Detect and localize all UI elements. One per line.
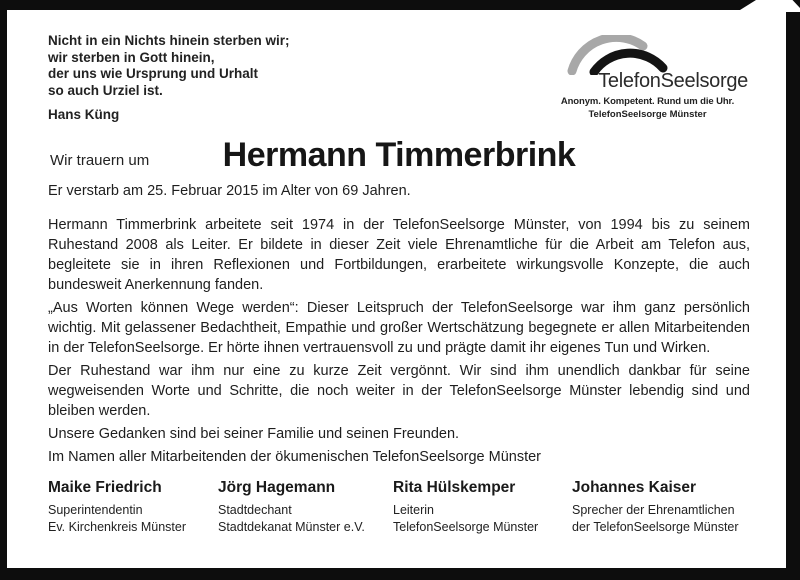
signatory-role: Leiterin [393,503,434,517]
memorial-quote [48,33,290,124]
signatory [48,479,218,536]
signatory [218,479,393,536]
frame-border-top [0,0,756,10]
frame-border-right [786,12,800,580]
signatories [48,479,750,536]
quote-line: Nicht in ein Nichts hinein sterben wir; [48,33,290,48]
signatory-org: der TelefonSeelsorge Münster [572,520,739,534]
logo-wordmark: TelefonSeelsorge [598,70,748,92]
deceased-name: Hermann Timmerbrink [222,136,576,174]
quote-author: Hans Küng [48,107,120,122]
obituary-paragraph: Im Namen aller Mitarbeitenden der ökumenischen TelefonSeelsorge Münster [48,449,541,465]
obituary-body [48,215,750,467]
quote-line: wir sterben in Gott hinein, [48,49,215,65]
signatory-name: Jörg Hagemann [218,479,336,496]
title-row [48,134,750,176]
signatory-org: TelefonSeelsorge Münster [393,520,539,534]
mourning-intro: Wir trauern um [50,152,150,169]
logo-tagline: Anonym. Kompetent. Rund um die Uhr. [560,96,735,107]
obituary-paragraph: Unsere Gedanken sind bei seiner Familie und seinen Freunden. [48,426,460,442]
signatory-role: Stadtdechant [218,503,292,517]
obituary-paragraph: Hermann Timmerbrink arbeitete seit 1974 in der TelefonSeelsorge Münster, von 1994 bis zu seinem Ruhestand 2008 als Leiter. Er bildete in dieser Zeit viele Ehrenamtliche für die Arbeit am Telefon aus, begleitete sie in ihren Reflexionen und Fortbildungen, erarbeitete wirkungsvolle Konzepte, die auch bundesweit Anerkennung fanden. [48,217,750,293]
signatory-role: Superintendentin [48,503,143,517]
obituary-content [7,10,786,568]
frame-border-left [0,0,7,580]
quote-line: der uns wie Ursprung und Urhalt [48,66,259,81]
death-date-line: Er verstarb am 25. Februar 2015 im Alter von 69 Jahren. [48,183,411,199]
logo-location: TelefonSeelsorge Münster [588,109,707,120]
obituary-paragraph: Der Ruhestand war ihm nur eine zu kurze Zeit vergönnt. Wir sind ihm unendlich dankbar für seine wegweisenden Worte und Schritte, die noch weiter in der TelefonSeelsorge Münster lebendig sind und bleiben werden. [48,363,750,419]
signatory-name: Maike Friedrich [48,479,162,496]
frame-border-bottom [0,568,800,580]
telefonseelsorge-logo [545,33,750,120]
signatory-name: Rita Hülskemper [393,479,516,496]
quote-line: so auch Urziel ist. [48,82,163,98]
signatory-org: Ev. Kirchenkreis Münster [48,520,187,534]
header-row [48,33,750,124]
signatory [393,479,572,536]
logo-arcs-icon [565,35,669,75]
signatory-org: Stadtdekanat Münster e.V. [218,520,365,534]
signatory [572,479,739,536]
signatory-role: Sprecher der Ehrenamtlichen [572,503,735,517]
frame-corner-notch [790,0,800,8]
obituary-paragraph: „Aus Worten können Wege werden“: Dieser Leitspruch der TelefonSeelsorge war ihm ganz persönlich wichtig. Mit gelassener Bedachtheit, Empathie und großer Wertschätzung begegnete er allen Mitarbeitenden in der TelefonSeelsorge. Er hörte ihnen vertrauensvoll zu und prägte damit ihr eigenes Tun und Wirken. [48,300,750,356]
signatory-name: Johannes Kaiser [572,479,697,496]
